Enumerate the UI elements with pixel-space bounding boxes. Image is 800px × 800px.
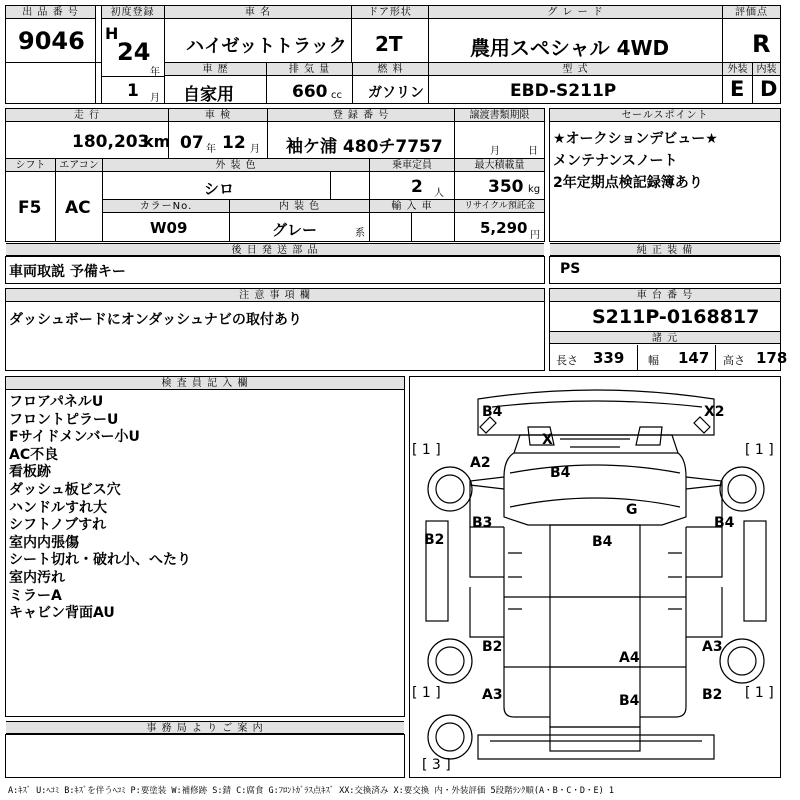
fuel: ガソリン	[368, 85, 424, 101]
dims-header: 諸 元	[550, 331, 780, 344]
tire-mark: [ 1 ]	[412, 442, 441, 458]
damage-code: A3	[702, 639, 723, 655]
car-name-header: 車 名	[165, 6, 351, 19]
displacement-header: 排 気 量	[267, 63, 352, 76]
chassis-number: S211P-0168817	[592, 306, 760, 328]
truck-outline	[410, 377, 780, 777]
color-header: 外 装 色	[103, 159, 369, 172]
later-parts-header: 後 日 発 送 部 品	[6, 243, 544, 256]
year-unit: 年	[150, 67, 160, 78]
insp-month: 12	[222, 133, 246, 153]
inspector-line: フロアパネルU	[9, 394, 104, 410]
grade: 農用スペシャル 4WD	[470, 36, 670, 60]
insp-year: 07	[180, 133, 204, 153]
import-header: 輸 入 車	[370, 200, 454, 213]
exterior-score: E	[730, 77, 745, 101]
sales-points-header: セールスポイント	[550, 109, 780, 122]
model: EBD-S211P	[510, 81, 617, 101]
color-no: W09	[150, 219, 188, 237]
damage-code: B3	[472, 515, 493, 531]
damage-code: B2	[702, 687, 723, 703]
transfer-day-unit: 日	[528, 146, 538, 157]
month-unit: 月	[150, 93, 160, 104]
insp-month-unit: 月	[250, 144, 260, 155]
damage-code: A2	[470, 455, 491, 471]
history-header: 車 歴	[165, 63, 266, 76]
sales-point: メンテナンスノート	[553, 153, 678, 169]
interior-header: 内装	[753, 63, 780, 76]
width-label: 幅	[648, 354, 659, 367]
era: H	[105, 24, 119, 43]
mileage-unit: km	[143, 132, 171, 151]
score: R	[752, 30, 771, 58]
recycle-unit: 円	[530, 230, 540, 241]
interior-color-unit: 系	[355, 228, 365, 239]
tire-mark: [ 1 ]	[745, 442, 774, 458]
model-header: 型 式	[429, 63, 722, 76]
insp-year-unit: 年	[206, 144, 216, 155]
score-header: 評価点	[723, 6, 780, 19]
exterior-header: 外装	[723, 63, 752, 76]
capacity-unit: 人	[434, 188, 444, 199]
damage-code: B4	[482, 404, 503, 420]
damage-code: G	[626, 502, 638, 518]
inspector-line: ハンドルすれ大	[9, 499, 107, 516]
inspector-list	[9, 394, 191, 623]
height: 178	[756, 349, 788, 367]
genuine-section	[549, 256, 781, 284]
damage-code: B2	[482, 639, 503, 655]
plate: 袖ケ浦 480チ7757	[286, 137, 443, 157]
lot-no-header: 出 品 番 号	[6, 6, 95, 19]
capacity: 2	[411, 177, 423, 197]
damage-code: B4	[592, 534, 613, 550]
sales-points-list	[553, 128, 718, 194]
load-unit: kg	[528, 184, 541, 195]
displacement-unit: cc	[331, 90, 342, 101]
sales-point: ★オークションデビュー★	[553, 131, 718, 147]
inspector-line: 室内汚れ	[9, 569, 65, 586]
inspection-header: 車 検	[169, 109, 267, 122]
inspector-line: AC不良	[9, 446, 59, 463]
sales-point: 2年定期点検記録簿あり	[553, 175, 703, 191]
door: 2T	[375, 32, 403, 56]
inspector-line: シート切れ・破れ小、へたり	[9, 552, 191, 569]
shift: F5	[18, 198, 42, 218]
transfer-header: 譲渡書類期限	[455, 109, 544, 122]
damage-code: B4	[619, 693, 640, 709]
notes: ダッシュボードにオンダッシュナビの取付あり	[9, 312, 302, 328]
chassis-header: 車 台 番 号	[550, 289, 780, 302]
notes-header: 注 意 事 項 欄	[6, 289, 544, 302]
load-header: 最大積載量	[455, 159, 544, 172]
office-section	[5, 734, 405, 778]
transfer-month-unit: 月	[490, 146, 500, 157]
mileage-header: 走 行	[6, 109, 168, 122]
inspector-line: ダッシュ板ビス穴	[9, 481, 121, 498]
damage-code: B2	[424, 532, 445, 548]
inspector-line: シフトノブすれ	[9, 517, 107, 534]
year: 24	[117, 38, 151, 66]
tire-mark: [ 1 ]	[412, 685, 441, 701]
office-header: 事 務 局 よ り ご 案 内	[6, 721, 404, 734]
genuine: PS	[560, 261, 581, 277]
tire-mark: [ 1 ]	[745, 685, 774, 701]
color: シロ	[204, 180, 235, 198]
inspector-line: キャビン背面AU	[9, 605, 115, 622]
inspector-line: Fサイドメンバー小U	[9, 429, 140, 446]
plate-header: 登 録 番 号	[268, 109, 454, 122]
inspector-line: 室内内張傷	[9, 534, 79, 551]
grade-header: グ レ ー ド	[429, 6, 722, 19]
capacity-header: 乗車定員	[370, 159, 454, 172]
car-name: ハイゼットトラック	[186, 36, 347, 57]
inspector-line: 看板跡	[9, 464, 51, 481]
ac-header: エアコン	[56, 159, 102, 172]
damage-code: X	[542, 432, 553, 448]
interior-color-header: 内 装 色	[230, 200, 369, 213]
length: 339	[593, 349, 625, 367]
tire-mark: [ 3 ]	[422, 757, 451, 773]
recycle: 5,290	[480, 219, 528, 237]
mileage: 180,203	[72, 132, 150, 152]
length-label: 長さ	[556, 354, 578, 367]
inspector-line: ミラーA	[9, 587, 62, 604]
height-label: 高さ	[723, 354, 745, 367]
shift-header: シフト	[6, 159, 55, 172]
damage-code: B4	[550, 465, 571, 481]
ac: AC	[65, 198, 91, 218]
color-no-header: カラーNo.	[103, 200, 229, 213]
interior-color: グレー	[272, 221, 318, 239]
damage-code: A3	[482, 687, 503, 703]
history: 自家用	[183, 85, 234, 105]
fuel-header: 燃 料	[353, 63, 428, 76]
interior-score: D	[760, 77, 778, 101]
damage-code: A4	[619, 650, 640, 666]
month: 1	[127, 81, 139, 101]
inspector-line: フロントピラーU	[9, 411, 119, 428]
legend: A:ｷｽﾞ U:ﾍｺﾐ B:ｷｽﾞを伴うﾍｺﾐ P:要塗装 W:補修跡 S:錆 C:腐食 G:ﾌﾛﾝﾄｶﾞﾗｽ点ｷｽﾞ XX:交換済み X:要交換 内・外装評価 5段階ﾗﾝｸ順(A・B・C・D・E) 1	[8, 786, 614, 796]
damage-code: X2	[704, 404, 725, 420]
inspector-header: 検 査 員 記 入 欄	[6, 377, 404, 390]
door-header: ドア形状	[352, 6, 428, 19]
lot-no: 9046	[18, 27, 85, 55]
width: 147	[678, 349, 710, 367]
first-reg-header: 初度登録	[101, 6, 164, 19]
genuine-header: 純 正 装 備	[550, 243, 780, 256]
later-parts: 車両取説 予備キー	[9, 264, 126, 280]
displacement: 660	[292, 82, 328, 102]
load: 350	[488, 177, 524, 197]
recycle-header: リサイクル預託金	[455, 200, 544, 213]
damage-code: B4	[714, 515, 735, 531]
damage-diagram	[409, 376, 781, 778]
